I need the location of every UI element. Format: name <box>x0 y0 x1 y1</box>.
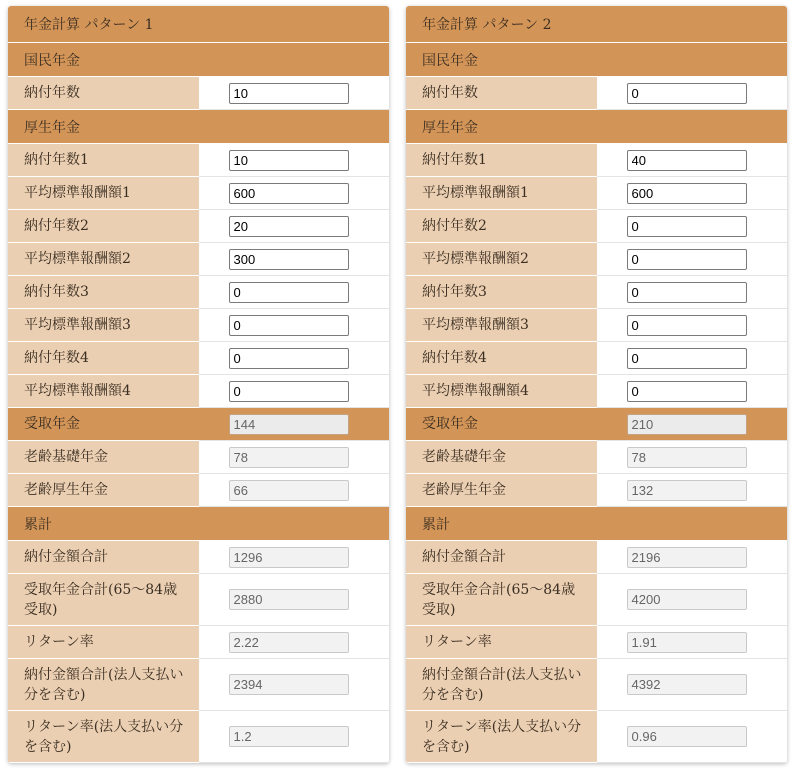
field-label: 納付年数2 <box>8 210 199 243</box>
field-label: 平均標準報酬額4 <box>406 375 597 408</box>
field-label: 納付年数4 <box>406 342 597 375</box>
basic-pension-output: 78 <box>229 447 349 468</box>
total-received-output: 4200 <box>627 589 747 610</box>
return-rate-incl-corp-output: 0.96 <box>627 726 747 747</box>
form-row <box>406 309 787 342</box>
form-row <box>406 659 787 711</box>
total-received-output: 2880 <box>229 589 349 610</box>
panel-title-row <box>406 6 787 43</box>
kosei-salary-1-input[interactable] <box>627 183 747 204</box>
pattern-1-table <box>8 6 389 763</box>
form-row <box>8 309 389 342</box>
panel-title-row <box>8 6 389 43</box>
form-row <box>8 574 389 626</box>
panel-title: 年金計算 パターン 2 <box>406 6 787 43</box>
form-row <box>406 77 787 110</box>
form-row <box>8 243 389 276</box>
return-rate-output: 2.22 <box>229 632 349 653</box>
kosei-salary-1-input[interactable] <box>229 183 349 204</box>
pattern-1-panel <box>8 6 389 763</box>
section-kokumin <box>8 43 389 77</box>
field-label: 納付年数4 <box>8 342 199 375</box>
field-label: リターン率 <box>8 626 199 659</box>
form-row <box>8 177 389 210</box>
total-pension-output: 210 <box>627 414 747 435</box>
total-paid-incl-corp-output: 2394 <box>229 674 349 695</box>
section-uketori <box>8 408 389 441</box>
field-label: 平均標準報酬額4 <box>8 375 199 408</box>
section-ruikei <box>8 507 389 541</box>
section-header: 受取年金 <box>406 408 597 441</box>
field-label: 平均標準報酬額1 <box>8 177 199 210</box>
section-header: 国民年金 <box>8 43 389 77</box>
pattern-2-table <box>406 6 787 763</box>
basic-pension-output: 78 <box>627 447 747 468</box>
kokumin-years-input[interactable] <box>627 83 747 104</box>
form-row <box>406 574 787 626</box>
form-row <box>8 541 389 574</box>
field-label: 受取年金合計(65〜84歳受取) <box>8 574 199 626</box>
form-row <box>406 626 787 659</box>
form-row <box>406 243 787 276</box>
kosei-years-4-input[interactable] <box>627 348 747 369</box>
form-row <box>8 441 389 474</box>
form-row <box>8 77 389 110</box>
field-label: 納付金額合計 <box>406 541 597 574</box>
field-label: 老齢厚生年金 <box>8 474 199 507</box>
kosei-years-1-input[interactable] <box>627 150 747 171</box>
form-row <box>8 342 389 375</box>
employee-pension-output: 66 <box>229 480 349 501</box>
field-label: 納付年数1 <box>406 144 597 177</box>
total-paid-output: 1296 <box>229 547 349 568</box>
total-pension-output: 144 <box>229 414 349 435</box>
field-label: 受取年金合計(65〜84歳受取) <box>406 574 597 626</box>
form-row <box>8 144 389 177</box>
section-kosei <box>406 110 787 144</box>
kosei-salary-2-input[interactable] <box>229 249 349 270</box>
field-label: 平均標準報酬額3 <box>406 309 597 342</box>
form-row <box>8 474 389 507</box>
form-row <box>8 659 389 711</box>
kokumin-years-input[interactable] <box>229 83 349 104</box>
form-row <box>8 626 389 659</box>
kosei-years-3-input[interactable] <box>627 282 747 303</box>
form-row <box>406 375 787 408</box>
form-row <box>8 711 389 763</box>
form-row <box>406 441 787 474</box>
kosei-years-1-input[interactable] <box>229 150 349 171</box>
section-ruikei <box>406 507 787 541</box>
field-label: 納付年数3 <box>8 276 199 309</box>
section-kokumin <box>406 43 787 77</box>
kosei-salary-3-input[interactable] <box>627 315 747 336</box>
field-label: 納付年数1 <box>8 144 199 177</box>
form-row <box>8 276 389 309</box>
pattern-2-panel <box>406 6 787 763</box>
kosei-salary-3-input[interactable] <box>229 315 349 336</box>
kosei-salary-4-input[interactable] <box>627 381 747 402</box>
field-label: 平均標準報酬額3 <box>8 309 199 342</box>
form-row <box>406 276 787 309</box>
return-rate-incl-corp-output: 1.2 <box>229 726 349 747</box>
field-label: 老齢厚生年金 <box>406 474 597 507</box>
section-header: 累計 <box>406 507 787 541</box>
form-row <box>8 210 389 243</box>
field-label: 納付年数2 <box>406 210 597 243</box>
field-label: リターン率(法人支払い分を含む) <box>406 711 597 763</box>
kosei-salary-2-input[interactable] <box>627 249 747 270</box>
employee-pension-output: 132 <box>627 480 747 501</box>
field-label: 納付金額合計(法人支払い分を含む) <box>406 659 597 711</box>
field-label: 納付年数 <box>406 77 597 110</box>
field-label: 平均標準報酬額2 <box>406 243 597 276</box>
section-uketori <box>406 408 787 441</box>
kosei-years-3-input[interactable] <box>229 282 349 303</box>
form-row <box>8 375 389 408</box>
section-header: 国民年金 <box>406 43 787 77</box>
field-label: 老齢基礎年金 <box>8 441 199 474</box>
field-label: 納付年数 <box>8 77 199 110</box>
kosei-years-2-input[interactable] <box>627 216 747 237</box>
section-header: 累計 <box>8 507 389 541</box>
form-row <box>406 541 787 574</box>
form-row <box>406 342 787 375</box>
return-rate-output: 1.91 <box>627 632 747 653</box>
field-label: 納付年数3 <box>406 276 597 309</box>
section-kosei <box>8 110 389 144</box>
section-header: 厚生年金 <box>406 110 787 144</box>
form-row <box>406 711 787 763</box>
form-row <box>406 210 787 243</box>
kosei-years-2-input[interactable] <box>229 216 349 237</box>
panel-title: 年金計算 パターン 1 <box>8 6 389 43</box>
kosei-salary-4-input[interactable] <box>229 381 349 402</box>
total-paid-output: 2196 <box>627 547 747 568</box>
field-label: リターン率(法人支払い分を含む) <box>8 711 199 763</box>
field-label: 平均標準報酬額1 <box>406 177 597 210</box>
kosei-years-4-input[interactable] <box>229 348 349 369</box>
form-row <box>406 144 787 177</box>
section-header: 厚生年金 <box>8 110 389 144</box>
section-header: 受取年金 <box>8 408 199 441</box>
field-label: リターン率 <box>406 626 597 659</box>
form-row <box>406 474 787 507</box>
field-label: 納付金額合計 <box>8 541 199 574</box>
field-label: 平均標準報酬額2 <box>8 243 199 276</box>
field-label: 納付金額合計(法人支払い分を含む) <box>8 659 199 711</box>
field-label: 老齢基礎年金 <box>406 441 597 474</box>
form-row <box>406 177 787 210</box>
total-paid-incl-corp-output: 4392 <box>627 674 747 695</box>
